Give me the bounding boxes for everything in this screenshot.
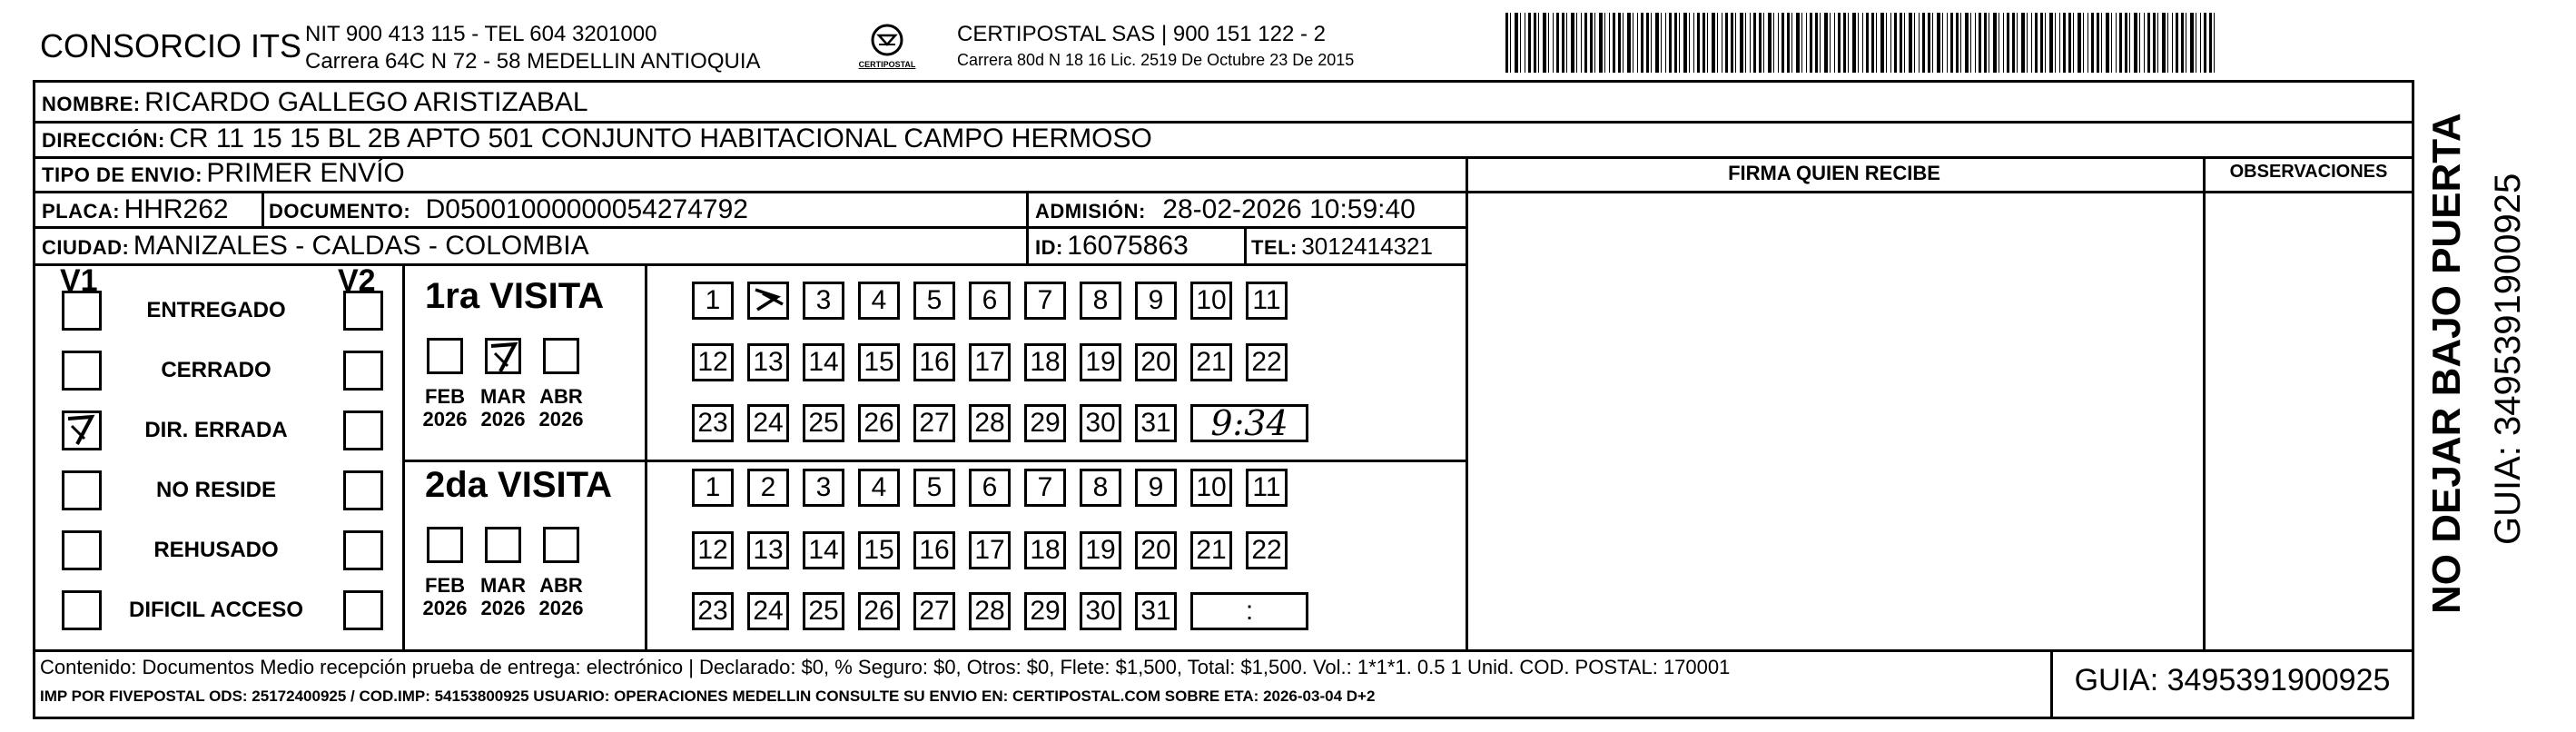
- day-box[interactable]: 1: [692, 282, 734, 320]
- day-box[interactable]: 7: [1024, 282, 1066, 320]
- day-box[interactable]: 10: [1190, 469, 1232, 507]
- company-name: CONSORCIO ITS: [40, 27, 302, 64]
- month-year: 2026: [480, 408, 526, 430]
- footer-line-2: IMP POR FIVEPOSTAL ODS: 25172400925 / COD.IMP: 54153800925 USUARIO: OPERACIONES MEDELLIN CONSULTE SU ENVIO EN: CERTIPOSTAL.COM SOBRE ETA: 2026-03-04 D+2: [40, 687, 1376, 705]
- month-name: FEB: [425, 385, 465, 408]
- ciudad-row: [42, 231, 589, 262]
- firma-header: FIRMA QUIEN RECIBE: [1728, 162, 1940, 184]
- documento-label: DOCUMENTO:: [269, 200, 411, 223]
- month-checkbox[interactable]: [485, 527, 521, 563]
- admision-value: 28-02-2026 10:59:40: [1162, 194, 1416, 224]
- day-box[interactable]: 14: [803, 343, 844, 381]
- month-label: [529, 574, 593, 619]
- time-box[interactable]: :: [1190, 592, 1308, 630]
- day-box[interactable]: 24: [747, 592, 789, 630]
- month-label: [413, 385, 477, 430]
- day-box[interactable]: 22: [1246, 531, 1288, 569]
- tipo-value: PRIMER ENVÍO: [206, 158, 405, 188]
- admision-row: [1035, 194, 1416, 225]
- v2-checkbox[interactable]: [343, 351, 383, 391]
- certipostal-logo: [855, 20, 919, 76]
- day-box[interactable]: 26: [858, 592, 900, 630]
- day-box[interactable]: 4: [858, 282, 900, 320]
- first-visit-title: 1ra VISITA: [425, 276, 605, 316]
- month-checkbox[interactable]: [427, 338, 463, 374]
- day-box[interactable]: 30: [1080, 592, 1121, 630]
- day-box[interactable]: 3: [803, 469, 844, 507]
- day-box[interactable]: 10: [1190, 282, 1232, 320]
- day-box[interactable]: 29: [1024, 592, 1066, 630]
- company-address: Carrera 64C N 72 - 58 MEDELLIN ANTIOQUIA: [305, 49, 761, 74]
- tipo-label: TIPO DE ENVIO:: [42, 163, 202, 186]
- nombre-row: [42, 87, 588, 118]
- day-box[interactable]: 12: [692, 343, 734, 381]
- v2-checkbox[interactable]: [343, 530, 383, 570]
- month-name: ABR: [539, 385, 583, 408]
- status-label: DIR. ERRADA: [144, 418, 288, 442]
- header: [0, 0, 2576, 80]
- month-checkbox[interactable]: [485, 338, 521, 374]
- day-box[interactable]: 1: [692, 469, 734, 507]
- month-checkbox[interactable]: [427, 527, 463, 563]
- status-label: ENTREGADO: [146, 298, 286, 322]
- direccion-label: DIRECCIÓN:: [42, 129, 165, 152]
- day-box[interactable]: 7: [1024, 469, 1066, 507]
- day-box[interactable]: 9: [1135, 469, 1177, 507]
- status-label: NO RESIDE: [155, 478, 277, 502]
- documento-row: [269, 194, 748, 225]
- side-guia: GUIA: 3495391900925: [2488, 173, 2528, 545]
- day-box[interactable]: 8: [1080, 282, 1121, 320]
- day-box[interactable]: 21: [1190, 343, 1232, 381]
- ciudad-value: MANIZALES - CALDAS - COLOMBIA: [133, 231, 589, 261]
- v2-checkbox[interactable]: [343, 470, 383, 510]
- day-box[interactable]: 27: [913, 592, 955, 630]
- status-label: DIFICIL ACCESO: [128, 598, 303, 622]
- day-box[interactable]: [747, 282, 789, 320]
- day-box[interactable]: 20: [1135, 343, 1177, 381]
- direccion-row: [42, 124, 1152, 154]
- month-year: 2026: [538, 597, 584, 619]
- month-year: 2026: [480, 597, 526, 619]
- placa-row: [42, 194, 229, 225]
- day-box[interactable]: 28: [969, 404, 1011, 442]
- month-label: [413, 574, 477, 619]
- day-box[interactable]: 13: [747, 531, 789, 569]
- id-label: ID:: [1035, 236, 1063, 259]
- day-box[interactable]: 15: [858, 531, 900, 569]
- v2-label: V2: [338, 263, 376, 298]
- ciudad-label: CIUDAD:: [42, 236, 130, 259]
- observaciones-header: OBSERVACIONES: [2229, 162, 2388, 182]
- month-label: [471, 385, 535, 430]
- day-box[interactable]: 6: [969, 282, 1011, 320]
- day-box[interactable]: 18: [1024, 531, 1066, 569]
- v2-checkbox[interactable]: [343, 590, 383, 630]
- barcode: [1505, 13, 2216, 73]
- tel-row: [1251, 232, 1433, 261]
- day-box[interactable]: 13: [747, 343, 789, 381]
- day-box[interactable]: 17: [969, 343, 1011, 381]
- placa-value: HHR262: [123, 194, 229, 224]
- v1-label: V1: [60, 263, 98, 298]
- month-name: MAR: [479, 385, 527, 408]
- day-box[interactable]: 25: [803, 404, 844, 442]
- day-box[interactable]: 14: [803, 531, 844, 569]
- day-box[interactable]: 29: [1024, 404, 1066, 442]
- day-box[interactable]: 4: [858, 469, 900, 507]
- certipostal-address: Carrera 80d N 18 16 Lic. 2519 De Octubre 23 De 2015: [957, 51, 1355, 69]
- month-name: ABR: [539, 574, 583, 597]
- day-box[interactable]: 26: [858, 404, 900, 442]
- day-box[interactable]: 6: [969, 469, 1011, 507]
- day-box[interactable]: 19: [1080, 343, 1121, 381]
- month-label: [529, 385, 593, 430]
- day-box[interactable]: 5: [913, 469, 955, 507]
- id-value: 16075863: [1067, 231, 1189, 261]
- day-box[interactable]: 23: [692, 592, 734, 630]
- footer-line-1: Contenido: Documentos Medio recepción prueba de entrega: electrónico | Declarado: $0, % Seguro: $0, Otros: $0, Flete: $1,500, Total: $1,500. Vol.: 1*1*1. 0.5 1 Unid. COD. POSTAL: 170001: [40, 656, 1731, 678]
- day-box[interactable]: 25: [803, 592, 844, 630]
- month-name: FEB: [425, 574, 465, 597]
- side-warning: NO DEJAR BAJO PUERTA: [2424, 113, 2469, 614]
- day-box[interactable]: 12: [692, 531, 734, 569]
- v2-checkbox[interactable]: [343, 291, 383, 331]
- day-box[interactable]: 2: [747, 469, 789, 507]
- status-label: REHUSADO: [153, 538, 279, 562]
- month-year: 2026: [422, 597, 468, 619]
- day-box[interactable]: 16: [913, 531, 955, 569]
- day-box[interactable]: 27: [913, 404, 955, 442]
- day-box[interactable]: 23: [692, 404, 734, 442]
- day-box[interactable]: 31: [1135, 404, 1177, 442]
- footer-guia: GUIA: 3495391900925: [2074, 663, 2391, 697]
- day-box[interactable]: 16: [913, 343, 955, 381]
- day-box[interactable]: 5: [913, 282, 955, 320]
- nombre-label: NOMBRE:: [42, 93, 141, 115]
- month-checkbox[interactable]: [543, 338, 579, 374]
- day-box[interactable]: 20: [1135, 531, 1177, 569]
- nit-line: NIT 900 413 115 - TEL 604 3201000: [305, 22, 657, 46]
- day-box[interactable]: 19: [1080, 531, 1121, 569]
- month-year: 2026: [538, 408, 584, 430]
- day-box[interactable]: 11: [1246, 469, 1288, 507]
- logo-caption: CERTIPOSTAL: [858, 60, 916, 69]
- direccion-value: CR 11 15 15 BL 2B APTO 501 CONJUNTO HABITACIONAL CAMPO HERMOSO: [169, 124, 1152, 153]
- day-box[interactable]: 18: [1024, 343, 1066, 381]
- second-visit-title: 2da VISITA: [425, 465, 612, 505]
- day-box[interactable]: 9: [1135, 282, 1177, 320]
- day-box[interactable]: 8: [1080, 469, 1121, 507]
- placa-label: PLACA:: [42, 200, 121, 223]
- day-box[interactable]: 31: [1135, 592, 1177, 630]
- day-box[interactable]: 3: [803, 282, 844, 320]
- tel-label: TEL:: [1251, 236, 1298, 259]
- day-box[interactable]: 30: [1080, 404, 1121, 442]
- admision-label: ADMISIÓN:: [1035, 200, 1146, 223]
- nombre-value: RICARDO GALLEGO ARISTIZABAL: [144, 87, 588, 117]
- day-box[interactable]: 21: [1190, 531, 1232, 569]
- day-box[interactable]: 28: [969, 592, 1011, 630]
- time-box[interactable]: 9:34: [1190, 404, 1308, 442]
- id-row: [1035, 231, 1189, 262]
- tipo-row: [42, 158, 405, 189]
- day-box[interactable]: 17: [969, 531, 1011, 569]
- month-checkbox[interactable]: [543, 527, 579, 563]
- status-label: CERRADO: [161, 358, 271, 382]
- day-box[interactable]: 15: [858, 343, 900, 381]
- documento-value: D05001000000054274792: [425, 194, 748, 224]
- month-name: MAR: [479, 574, 527, 597]
- month-year: 2026: [422, 408, 468, 430]
- tel-value: 3012414321: [1301, 232, 1433, 260]
- certipostal-line: CERTIPOSTAL SAS | 900 151 122 - 2: [957, 22, 1326, 46]
- month-label: [471, 574, 535, 619]
- v2-checkbox[interactable]: [343, 411, 383, 450]
- day-box[interactable]: 11: [1246, 282, 1288, 320]
- day-box[interactable]: 22: [1246, 343, 1288, 381]
- day-box[interactable]: 24: [747, 404, 789, 442]
